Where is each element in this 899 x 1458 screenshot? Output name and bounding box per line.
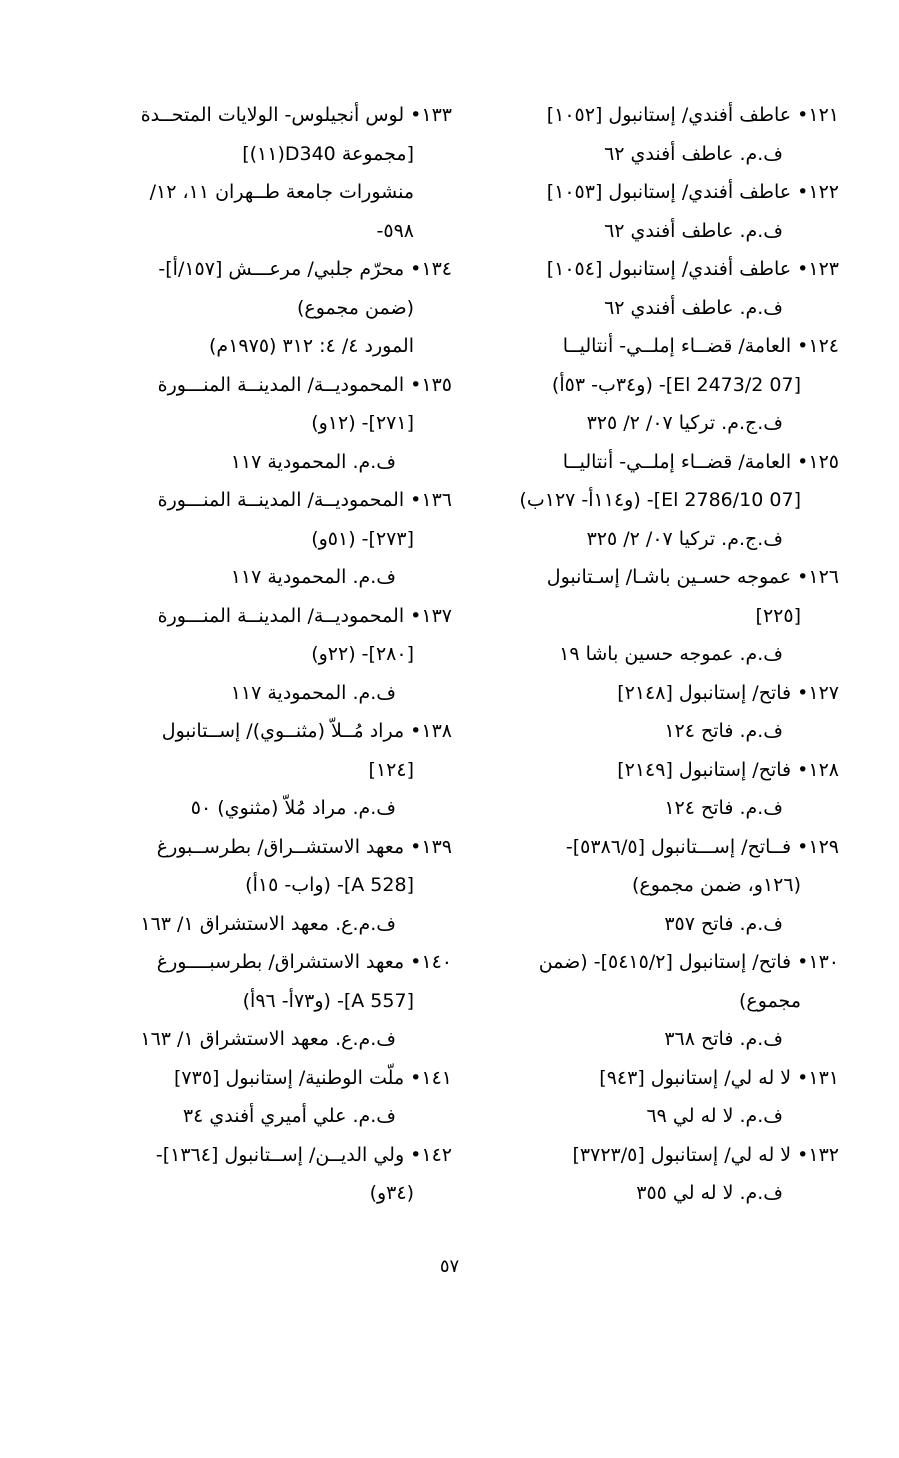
entry-continuation-line: المورد ٤/ ٤: ٣١٢ (١٩٧٥م)	[209, 335, 414, 357]
manuscript-entry-line: ١٣١• لا له لي/ إستانبول [٩٤٣]	[599, 1066, 839, 1089]
manuscript-entry-line: ١٢١• عاطف أفندي/ إستانبول [١٠٥٢]	[546, 104, 839, 126]
manuscript-entry-line: ١٣٦• المحموديــة/ المدينــة المنـــورة	[157, 489, 452, 511]
catalog-reference-line: ف.م. عموجه حسين باشا ١٩	[559, 643, 783, 665]
catalog-reference-line: ف.ج.م. تركيا ٠٧/ ٢/ ٣٢٥	[586, 527, 783, 550]
manuscript-entry-line: ١٣٠• فاتح/ إستانبول [٥٤١٥/٢]- (ضمن	[538, 951, 839, 973]
manuscript-entry-line: ١٣٧• المحموديــة/ المدينــة المنـــورة	[157, 604, 452, 627]
catalog-reference-line: ف.م.ع. معهد الاستشراق ١/ ١٦٣	[140, 912, 396, 935]
entry-continuation-line: مجموع)	[739, 989, 801, 1012]
catalog-reference-line: ف.م. عاطف أفندي ٦٢	[604, 219, 783, 242]
entry-continuation-line: [A 557]- (و٧٣أ- ٩٦أ)	[242, 989, 414, 1012]
catalog-reference-line: ف.م. المحمودية ١١٧	[230, 566, 396, 588]
manuscript-entry-line: ١٣٩• معهد الاستشــراق/ بطرســبورغ	[156, 835, 452, 858]
manuscript-entry-line: ١٢٩• فــاتح/ إســـتانبول [٥٣٨٦/٥]-	[565, 835, 839, 858]
manuscript-entry-line: ١٣٥• المحموديــة/ المدينــة المنـــورة	[157, 373, 452, 396]
catalog-reference-line: ف.م. فاتح ٣٦٨	[664, 1028, 783, 1050]
manuscript-entry-line: ١٤٠• معهد الاستشراق/ بطرسبــــورغ	[156, 951, 452, 973]
manuscript-entry-line: ١٢٤• العامة/ قضــاء إملــي- أنتاليــا	[562, 335, 839, 357]
catalog-reference-line: ف.م. المحمودية ١١٧	[230, 681, 396, 704]
page-number: ٥٧	[439, 1256, 460, 1277]
catalog-reference-line: ف.ج.م. تركيا ٠٧/ ٢/ ٣٢٥	[586, 412, 783, 434]
catalog-reference-line: ف.م. فاتح ٣٥٧	[664, 912, 783, 935]
entry-continuation-line: [٢٨٠]- (٢٢و)	[311, 643, 414, 665]
entry-continuation-line: ٥٩٨-	[376, 219, 414, 242]
entry-continuation-line: (ضمن مجموع)	[296, 296, 414, 319]
manuscript-entry-line: ١٤٢• ولي الديــن/ إســتانبول [١٣٦٤]-	[155, 1143, 452, 1166]
entry-continuation-line: [07 El 2786/10]- (و١١٤أ- ١٢٧ب)	[519, 489, 801, 511]
catalog-reference-line: ف.م. عاطف أفندي ٦٢	[604, 296, 783, 319]
catalog-reference-line: ف.م. عاطف أفندي ٦٢	[604, 142, 783, 165]
manuscript-entry-line: ١٣٢• لا له لي/ إستانبول [٣٧٢٣/٥]	[572, 1143, 839, 1166]
entry-continuation-line: منشورات جامعة طــهران ١١، ١٢/	[149, 181, 414, 203]
entry-continuation-line: [A 528]- (واب- ١٥أ)	[245, 874, 414, 896]
manuscript-entry-line: ١٢٦• عموجه حسـين باشـا/ إسـتانبول	[546, 566, 839, 588]
catalog-reference-line: ف.م. مراد مُلاّ (مثنوي) ٥٠	[190, 797, 396, 819]
entry-continuation-line: [07 El 2473/2]- (و٣٤ب- ٥٣أ)	[551, 373, 801, 396]
catalog-reference-line: ف.م. فاتح ١٢٤	[664, 720, 783, 742]
right-column-entries	[489, 96, 839, 1213]
entry-continuation-line: [٢٧١]- (١٢و)	[311, 412, 414, 434]
catalog-reference-line: ف.م. لا له لي ٦٩	[646, 1105, 783, 1127]
entry-continuation-line: (١٢٦و، ضمن مجموع)	[631, 874, 801, 896]
catalog-reference-line: ف.م.ع. معهد الاستشراق ١/ ١٦٣	[140, 1028, 396, 1050]
entry-continuation-line: [مجموعة D340(١١)]	[242, 142, 414, 165]
catalog-reference-line: ف.م. المحمودية ١١٧	[230, 450, 396, 473]
manuscript-entry-line: ١٢٢• عاطف أفندي/ إستانبول [١٠٥٣]	[546, 181, 839, 203]
manuscript-entry-line: ١٢٧• فاتح/ إستانبول [٢١٤٨]	[617, 681, 839, 704]
entry-continuation-line: [٢٧٣]- (٥١و)	[311, 527, 414, 550]
entry-continuation-line: (٣٤و)	[369, 1182, 414, 1204]
entry-continuation-line: [١٢٤]	[368, 758, 414, 781]
manuscript-entry-line: ١٢٥• العامة/ قضــاء إملــي- أنتاليــا	[562, 450, 839, 473]
manuscript-entry-line: ١٣٤• محرّم جلبي/ مرعـــش [١٥٧/أ]-	[158, 258, 452, 280]
catalog-reference-line: ف.م. فاتح ١٢٤	[664, 797, 783, 819]
manuscript-entry-line: ١٣٣• لوس أنجيلوس- الولايات المتحــدة	[140, 104, 452, 126]
catalog-reference-line: ف.م. علي أميري أفندي ٣٤	[182, 1105, 396, 1127]
manuscript-entry-line: ١٤١• ملّت الوطنية/ إستانبول [٧٣٥]	[174, 1066, 452, 1089]
catalog-reference-line: ف.م. لا له لي ٣٥٥	[636, 1182, 783, 1204]
manuscript-entry-line: ١٢٣• عاطف أفندي/ إستانبول [١٠٥٤]	[546, 258, 839, 280]
entry-continuation-line: [٢٢٥]	[755, 604, 801, 627]
manuscript-entry-line: ١٣٨• مراد مُــلاّ (مثنــوي)/ إســتانبول	[161, 720, 452, 742]
left-column-entries	[102, 96, 452, 1213]
manuscript-entry-line: ١٢٨• فاتح/ إستانبول [٢١٤٩]	[617, 758, 839, 781]
